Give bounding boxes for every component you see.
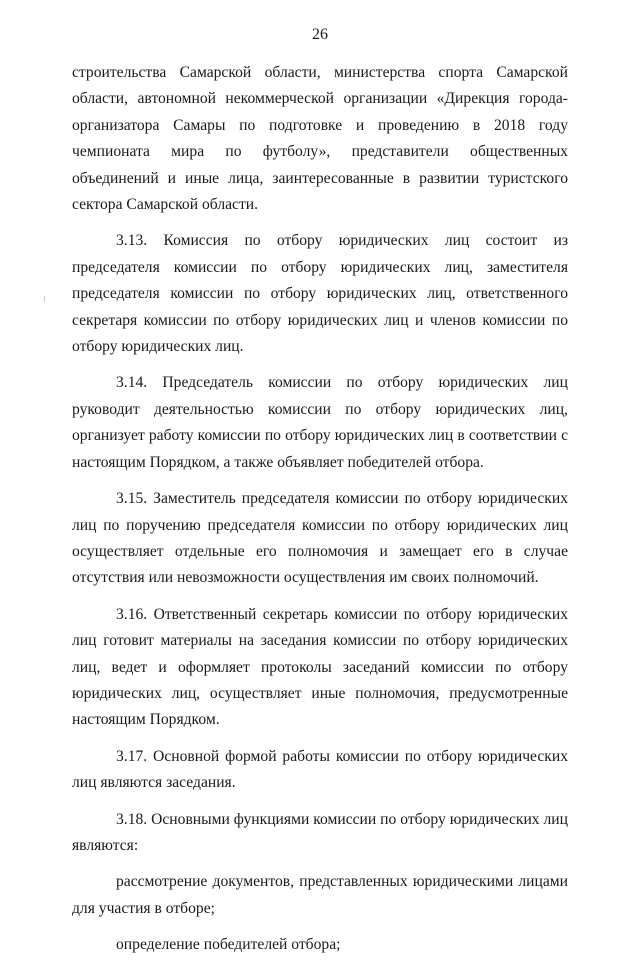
paragraph-3-18: 3.18. Основными функциями комиссии по отбору юридических лиц являются: bbox=[72, 810, 568, 854]
function-item-review-documents: рассмотрение документов, представленных юридическими лицами для участия в отборе; bbox=[72, 873, 568, 917]
margin-mark bbox=[44, 296, 45, 302]
paragraph-3-14: 3.14. Председатель комиссии по отбору юридических лиц руководит деятельностью комиссии по отбору юридических лиц, организует работу комиссии по отбору юридических лиц в соответствии с настоящим Порядком, а также объявляет победителей отбора. bbox=[72, 374, 568, 471]
paragraph-3-16: 3.16. Ответственный секретарь комиссии по отбору юридических лиц готовит материалы на заседания комиссии по отбору юридических лиц, ведет и оформляет протоколы заседаний комиссии по отбору юридических лиц, осуществляет иные полномочия, предусмотренные настоящим Порядком. bbox=[72, 605, 568, 729]
page-number: 26 bbox=[312, 26, 328, 43]
paragraph-3-13: 3.13. Комиссия по отбору юридических лиц состоит из председателя комиссии по отбору юридических лиц, заместителя председателя комиссии по отбору юридических лиц, ответственного секретаря комиссии по отбору юридических лиц и членов комиссии по отбору юридических лиц. bbox=[72, 232, 568, 356]
function-item-determine-winners: определение победителей отбора; bbox=[116, 936, 341, 954]
paragraph-3-17: 3.17. Основной формой работы комиссии по отбору юридических лиц являются заседания. bbox=[72, 747, 568, 792]
paragraph-3-15: 3.15. Заместитель председателя комиссии по отбору юридических лиц по поручению председателя комиссии по отбору юридических лиц осуществляет отдельные его полномочия и замещает его в случае отсутствия или невозможности осуществления им своих полномочий. bbox=[72, 490, 568, 587]
document-body bbox=[72, 60, 568, 969]
paragraph-continuation: строительства Самарской области, министерства спорта Самарской области, автономной некоммерческой организации «Дирекция города-организатора Самары по подготовке и проведению в 2018 году чемпионата мира по футболу», представители общественных объединений и иные лица, заинтересованные в развитии туристского сектора Самарской области. bbox=[72, 64, 568, 214]
